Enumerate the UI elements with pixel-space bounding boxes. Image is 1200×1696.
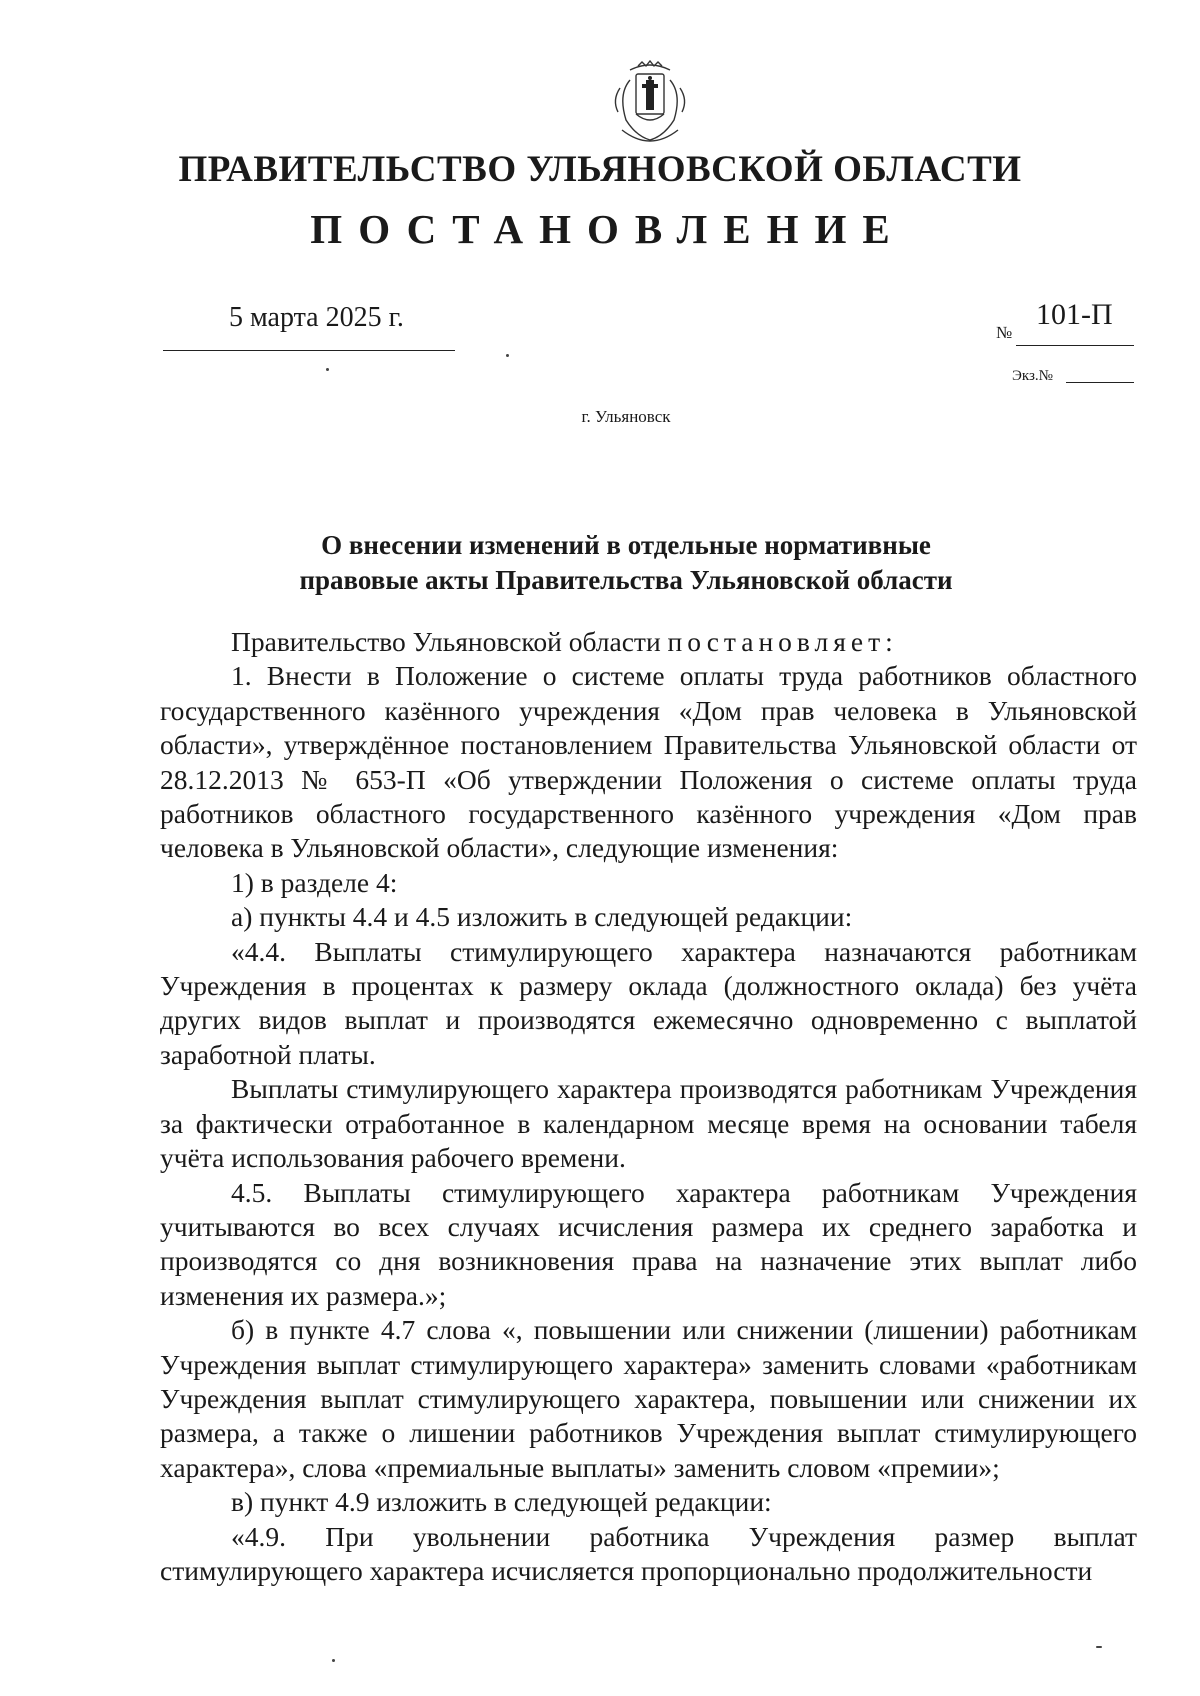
- intro-suffix: :: [885, 626, 893, 657]
- paragraph-7: б) в пункте 4.7 слова «, повышении или снижении (лишении) работникам Учреждения выплат стимулирующего характера» заменить словами «работникам Учреждения выплат стимулирующего характера, повышении или снижении их размера, а также о лишении работников Учреждения выплат стимулирующего характера», слова «премиальные выплаты» заменить словом «премии»;: [160, 1314, 1137, 1483]
- intro-paragraph: [160, 625, 1137, 659]
- scan-dot: [1096, 1646, 1102, 1648]
- scan-dot: [332, 1659, 335, 1662]
- copy-number-underline: [1066, 382, 1134, 383]
- coat-of-arms-icon: [600, 60, 700, 152]
- number-label: №: [996, 323, 1013, 342]
- number-underline: [1016, 345, 1134, 346]
- document-type-title: ПОСТАНОВЛЕНИЕ: [310, 206, 906, 252]
- paragraph-2: 1) в разделе 4:: [231, 866, 398, 898]
- document-subject: [0, 528, 1200, 598]
- paragraph-1: 1. Внести в Положение о системе оплаты труда работников областного государственного казённого учреждения «Дом прав человека в Ульяновской области», утверждённое постановлением Правительства Ульяновской области от 28.12.2013 № 653-П «Об утверждении Положения о системе оплаты труда работников областного государственного казённого учреждения «Дом прав человека в Ульяновской области», следующие изменения:: [160, 660, 1137, 864]
- subject-line-2: правовые акты Правительства Ульяновской области: [299, 565, 953, 595]
- intro-prefix: Правительство Ульяновской области: [231, 626, 668, 657]
- document-number: 101-П: [1036, 298, 1113, 331]
- date-underline: [163, 350, 455, 351]
- scan-dot: [326, 368, 329, 371]
- subject-line-1: О внесении изменений в отдельные нормативные: [321, 530, 931, 560]
- paragraph-8: в) пункт 4.9 изложить в следующей редакции:: [231, 1486, 772, 1518]
- document-date: 5 марта 2025 г.: [229, 302, 404, 333]
- scan-dot: [506, 354, 509, 357]
- copy-number-label: Экз.№: [1012, 368, 1053, 384]
- paragraph-3: а) пункты 4.4 и 4.5 изложить в следующей редакции:: [231, 901, 853, 933]
- intro-spaced-word: постановляет: [667, 626, 886, 657]
- paragraph-9: «4.9. При увольнении работника Учреждения размер выплат стимулирующего характера исчисляется пропорционально продолжительности: [160, 1520, 1137, 1586]
- paragraph-4: «4.4. Выплаты стимулирующего характера назначаются работникам Учреждения в процентах к размеру оклада (должностного оклада) без учёта других видов выплат и производятся ежемесячно одновременно с выплатой заработной платы.: [160, 935, 1137, 1070]
- paragraph-5: Выплаты стимулирующего характера производятся работникам Учреждения за фактически отработанное в календарном месяце время на основании табеля учёта использования рабочего времени.: [160, 1073, 1137, 1174]
- city: г. Ульяновск: [581, 407, 671, 426]
- government-title: ПРАВИТЕЛЬСТВО УЛЬЯНОВСКОЙ ОБЛАСТИ: [178, 149, 1022, 190]
- paragraph-6: 4.5. Выплаты стимулирующего характера работникам Учреждения учитываются во всех случаях исчисления размера их среднего заработка и производятся со дня возникновения права на назначение этих выплат либо изменения их размера.»;: [160, 1176, 1137, 1311]
- document-body: [160, 625, 1137, 1588]
